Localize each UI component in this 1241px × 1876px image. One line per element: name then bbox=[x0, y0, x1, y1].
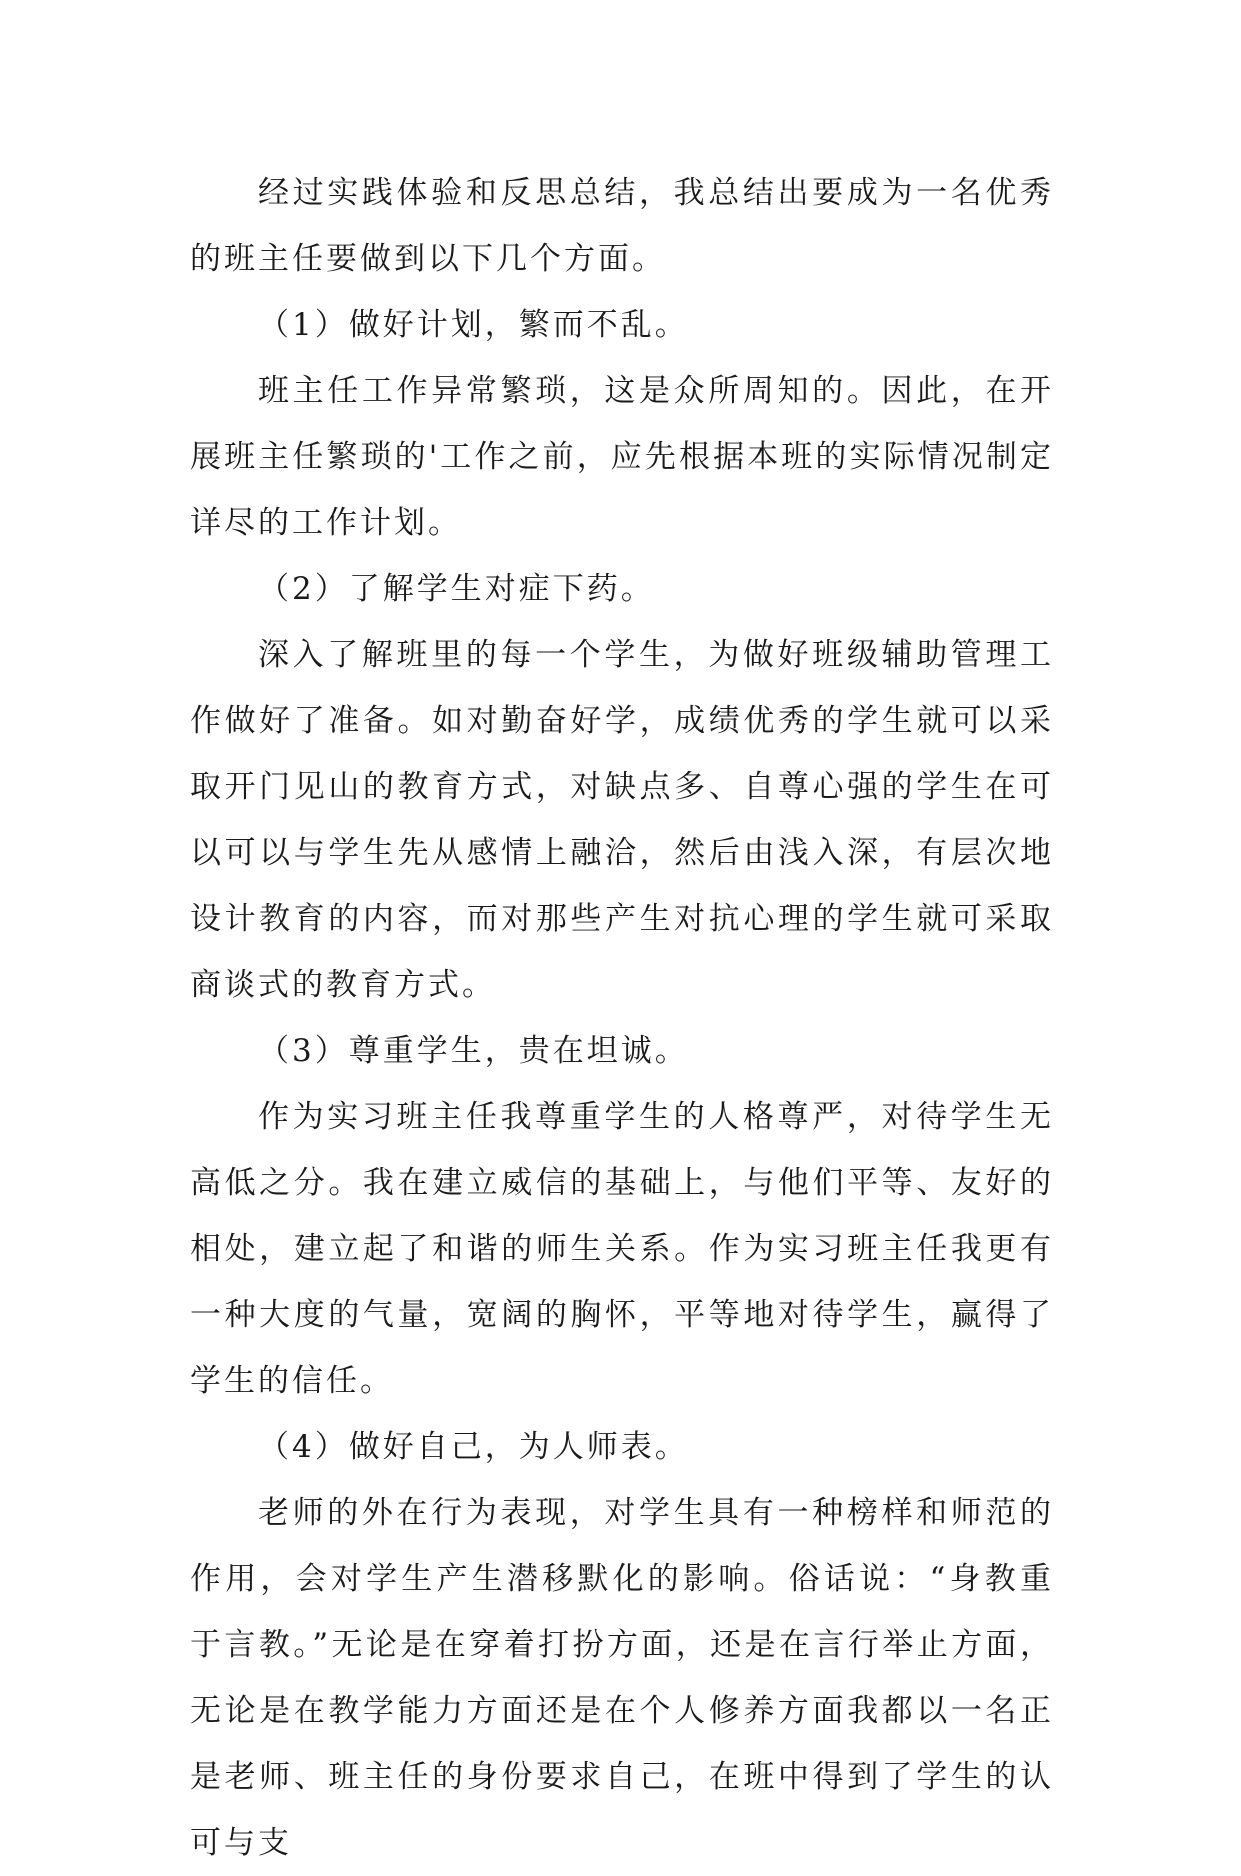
paragraph-intro: 经过实践体验和反思总结，我总结出要成为一名优秀的班主任要做到以下几个方面。 bbox=[190, 175, 1054, 277]
section-heading-3: （3）尊重学生，贵在坦诚。 bbox=[258, 1033, 689, 1069]
paragraph-understand-students: 深入了解班里的每一个学生，为做好班级辅助管理工作做好了准备。如对勤奋好学，成绩优秀的学生就可以采取开门见山的教育方式，对缺点多、自尊心强的学生在可以可以与学生先从感情上融洽，然后由浅入深，有层次地设计教育的内容，而对那些产生对抗心理的学生就可采取商谈式的教育方式。 bbox=[190, 637, 1054, 1003]
section-heading-2: （2）了解学生对症下药。 bbox=[258, 571, 655, 607]
section-heading-1: （1）做好计划，繁而不乱。 bbox=[258, 307, 689, 343]
document-body bbox=[190, 160, 1054, 1876]
paragraph-respect: 作为实习班主任我尊重学生的人格尊严，对待学生无高低之分。我在建立威信的基础上，与他们平等、友好的相处，建立起了和谐的师生关系。作为实习班主任我更有一种大度的气量，宽阔的胸怀，平等地对待学生，赢得了学生的信任。 bbox=[190, 1099, 1054, 1399]
section-heading-4: （4）做好自己，为人师表。 bbox=[258, 1429, 689, 1465]
paragraph-role-model: 老师的外在行为表现，对学生具有一种榜样和师范的作用，会对学生产生潜移默化的影响。俗话说：“身教重于言教。”无论是在穿着打扮方面，还是在言行举止方面，无论是在教学能力方面还是在个人修养方面我都以一名正是老师、班主任的身份要求自己，在班中得到了学生的认可与支 bbox=[190, 1495, 1054, 1861]
paragraph-plan: 班主任工作异常繁琐，这是众所周知的。因此，在开展班主任繁琐的'工作之前，应先根据本班的实际情况制定详尽的工作计划。 bbox=[190, 373, 1054, 541]
